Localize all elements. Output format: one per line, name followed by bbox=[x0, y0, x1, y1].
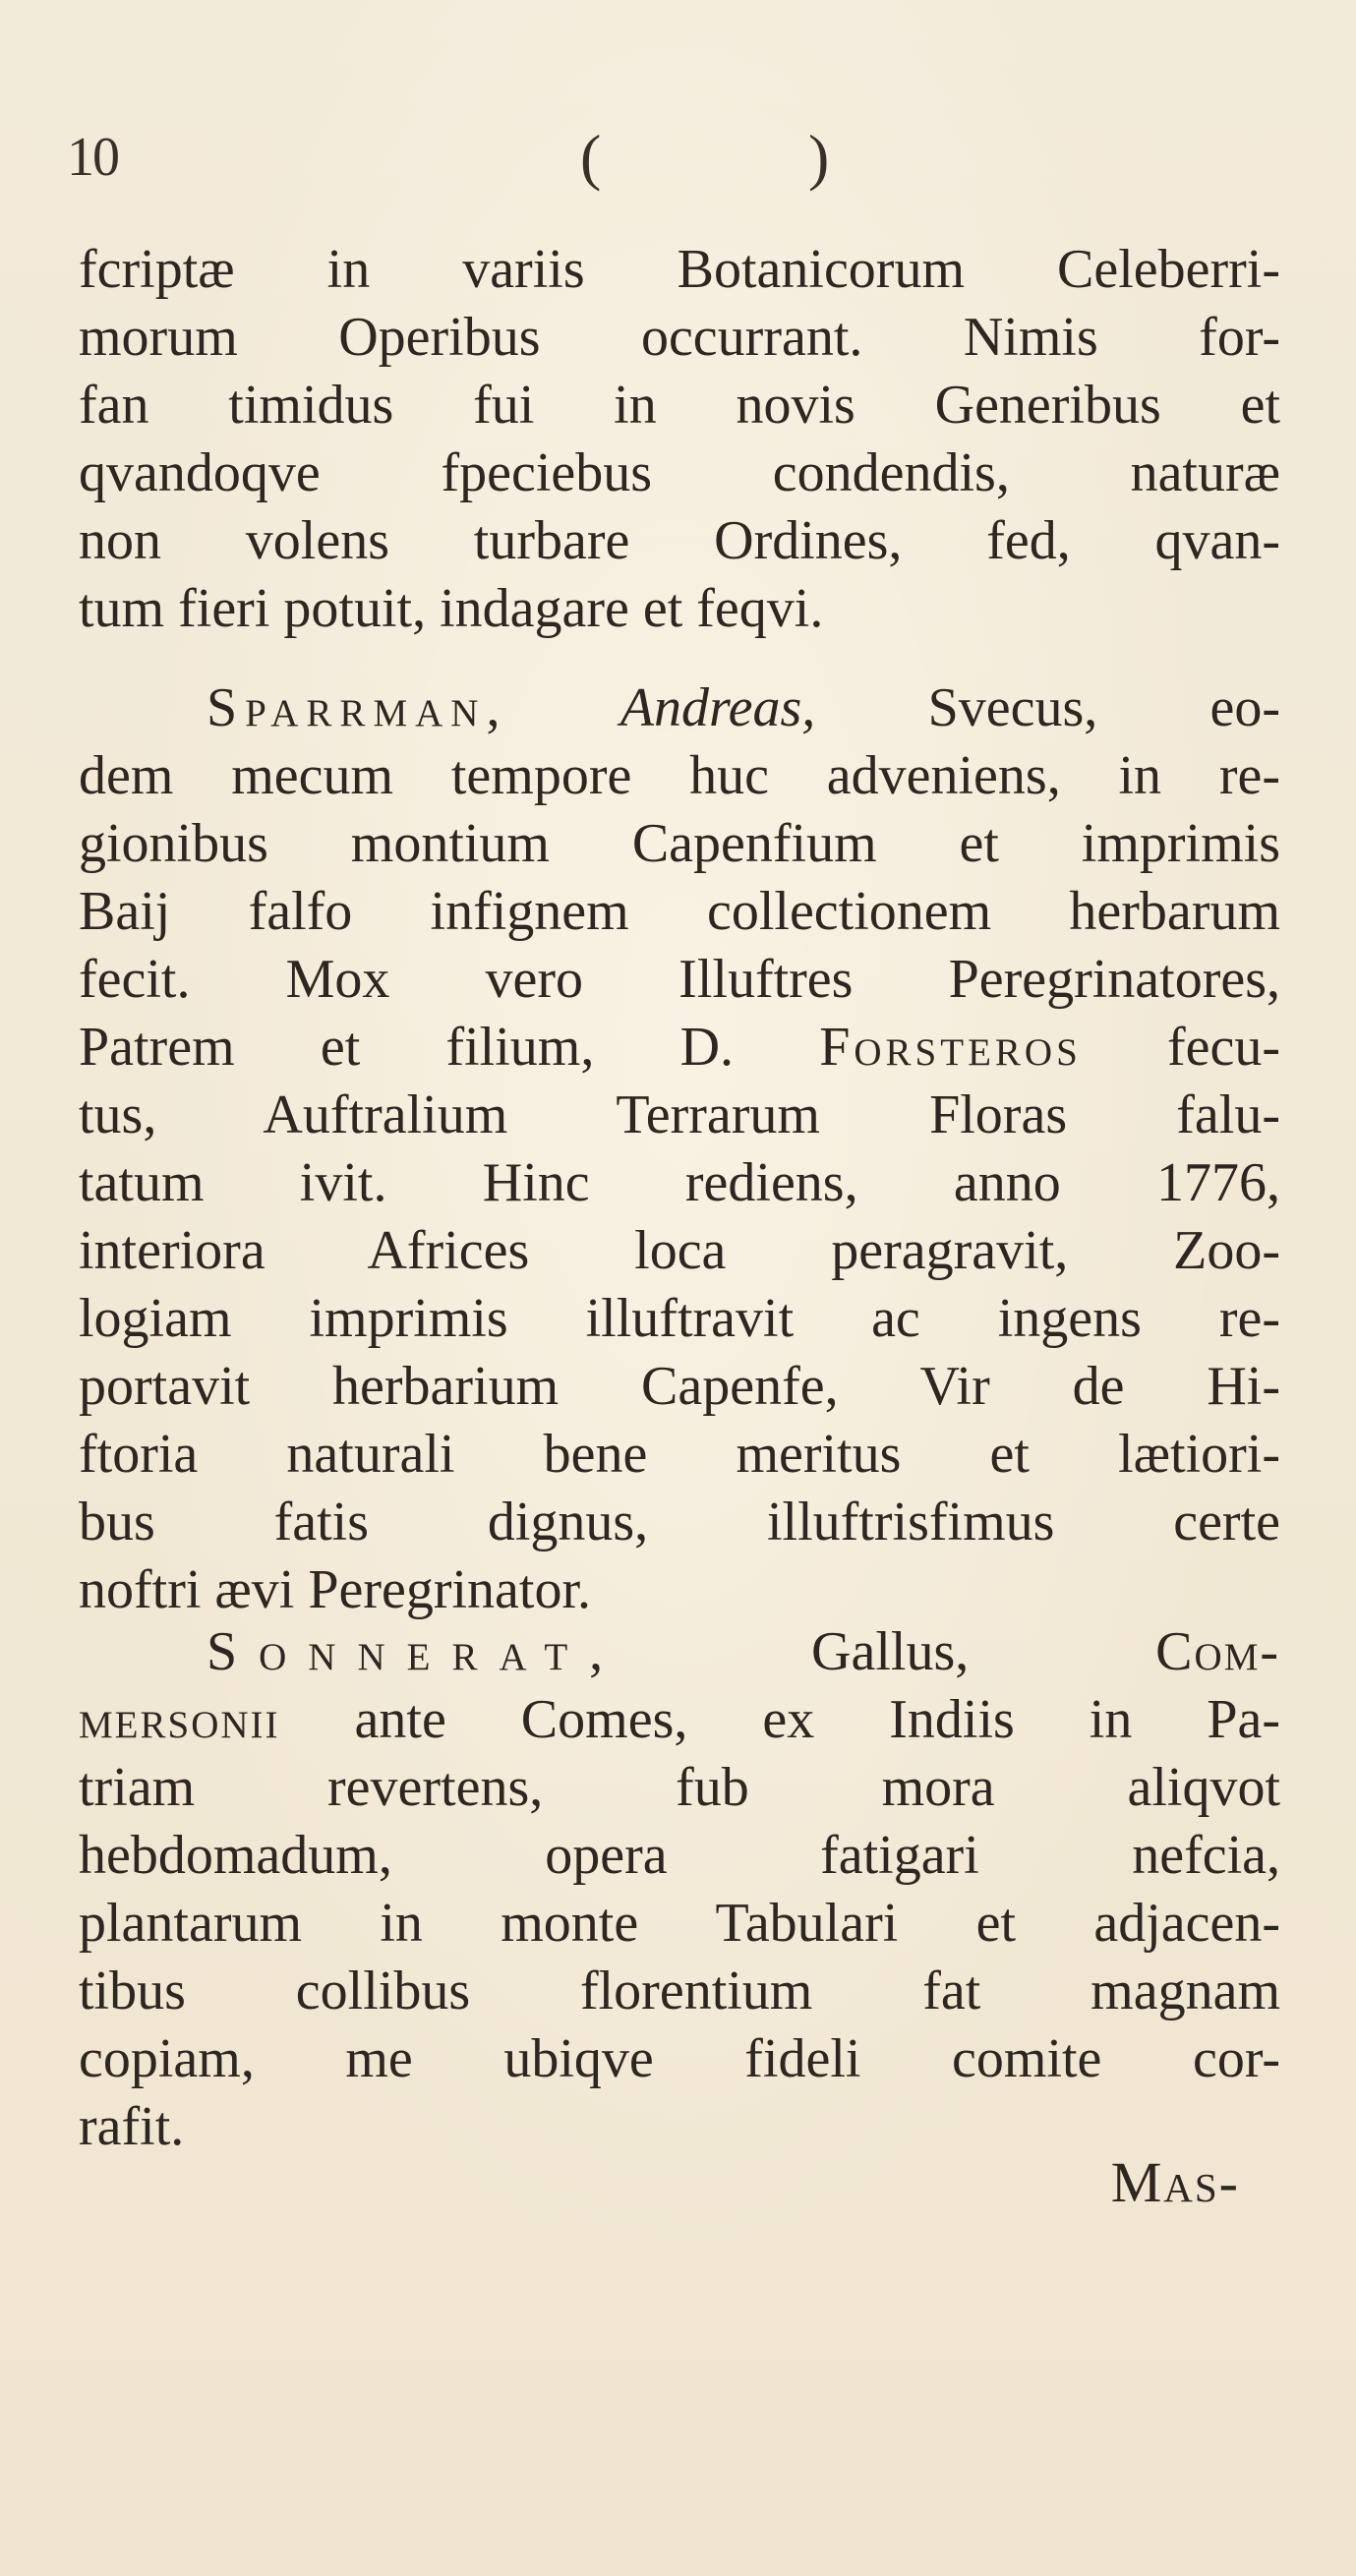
person-name-commersonii: mersonii bbox=[79, 1689, 280, 1750]
catchword: Mas- bbox=[1110, 2150, 1240, 2214]
text-line: plantarum in monte Tabulari et adjacen- bbox=[79, 1893, 1280, 1954]
text-line: tatum ivit. Hinc rediens, anno 1776, bbox=[79, 1152, 1280, 1213]
text-line: logiam imprimis illuftravit ac ingens re- bbox=[79, 1288, 1280, 1349]
person-name-sonnerat: Sonnerat, bbox=[206, 1621, 625, 1682]
text-line: gionibus montium Capenfium et imprimis bbox=[79, 813, 1280, 874]
text-line: ftoria naturali bene meritus et lætiori- bbox=[79, 1424, 1280, 1485]
text-line: interiora Africes loca peragravit, Zoo- bbox=[79, 1220, 1280, 1281]
paragraph-sonnerat bbox=[79, 1618, 1280, 2161]
text-line: copiam, me ubiqve fideli comite cor- bbox=[79, 2028, 1280, 2089]
page-number: 10 bbox=[67, 127, 118, 188]
text-line bbox=[79, 674, 1280, 742]
header-paren-right: ) bbox=[808, 122, 830, 192]
text-line: rafit. bbox=[79, 2096, 185, 2157]
text-line: noftri ævi Peregrinator. bbox=[79, 1559, 592, 1620]
text-line: hebdomadum, opera fatigari nefcia, bbox=[79, 1825, 1280, 1886]
text-line: portavit herbarium Capenfe, Vir de Hi- bbox=[79, 1356, 1280, 1417]
person-name-commersonii: Com- bbox=[1155, 1621, 1281, 1682]
paragraph-intro bbox=[79, 236, 1280, 643]
paragraph-sparrman bbox=[79, 674, 1280, 1624]
person-given-name: Andreas, bbox=[619, 677, 816, 738]
text-line: fcriptæ in variis Botanicorum Celeberri- bbox=[79, 239, 1280, 300]
text-fragment: fecu- bbox=[1166, 1017, 1280, 1078]
text-line: non volens turbare Ordines, fed, qvan- bbox=[79, 510, 1280, 571]
text-line bbox=[79, 1618, 1280, 1686]
text-line: tus, Auftralium Terrarum Floras falu- bbox=[79, 1084, 1280, 1145]
header-paren-left: ( bbox=[580, 122, 602, 192]
text-line: fecit. Mox vero Illuftres Peregrinatores, bbox=[79, 949, 1280, 1010]
text-line bbox=[79, 1014, 1280, 1082]
text-line: fan timidus fui in novis Generibus et bbox=[79, 375, 1280, 436]
text-line: tibus collibus florentium fat magnam bbox=[79, 1961, 1280, 2021]
text-fragment: Gallus, bbox=[811, 1621, 970, 1682]
text-fragment: Svecus, eo- bbox=[927, 677, 1281, 738]
text-line: qvandoqve fpeciebus condendis, naturæ bbox=[79, 442, 1280, 503]
person-name-forsteros: Forsteros bbox=[819, 1017, 1082, 1078]
person-name-sparrman: Sparrman, bbox=[206, 677, 508, 738]
text-fragment: ante Comes, ex Indiis in Pa- bbox=[354, 1689, 1281, 1750]
text-line: morum Operibus occurrant. Nimis for- bbox=[79, 307, 1280, 368]
text-line: triam revertens, fub mora aliqvot bbox=[79, 1757, 1280, 1818]
text-line: tum fieri potuit, indagare et feqvi. bbox=[79, 578, 824, 639]
text-line: dem mecum tempore huc adveniens, in re- bbox=[79, 745, 1280, 806]
text-line: bus fatis dignus, illuftrisfimus certe bbox=[79, 1492, 1280, 1552]
text-fragment: Patrem et filium, D. bbox=[79, 1017, 735, 1078]
text-line: Baij falfo infignem collectionem herbarum bbox=[79, 881, 1280, 942]
text-line bbox=[79, 1686, 1280, 1754]
